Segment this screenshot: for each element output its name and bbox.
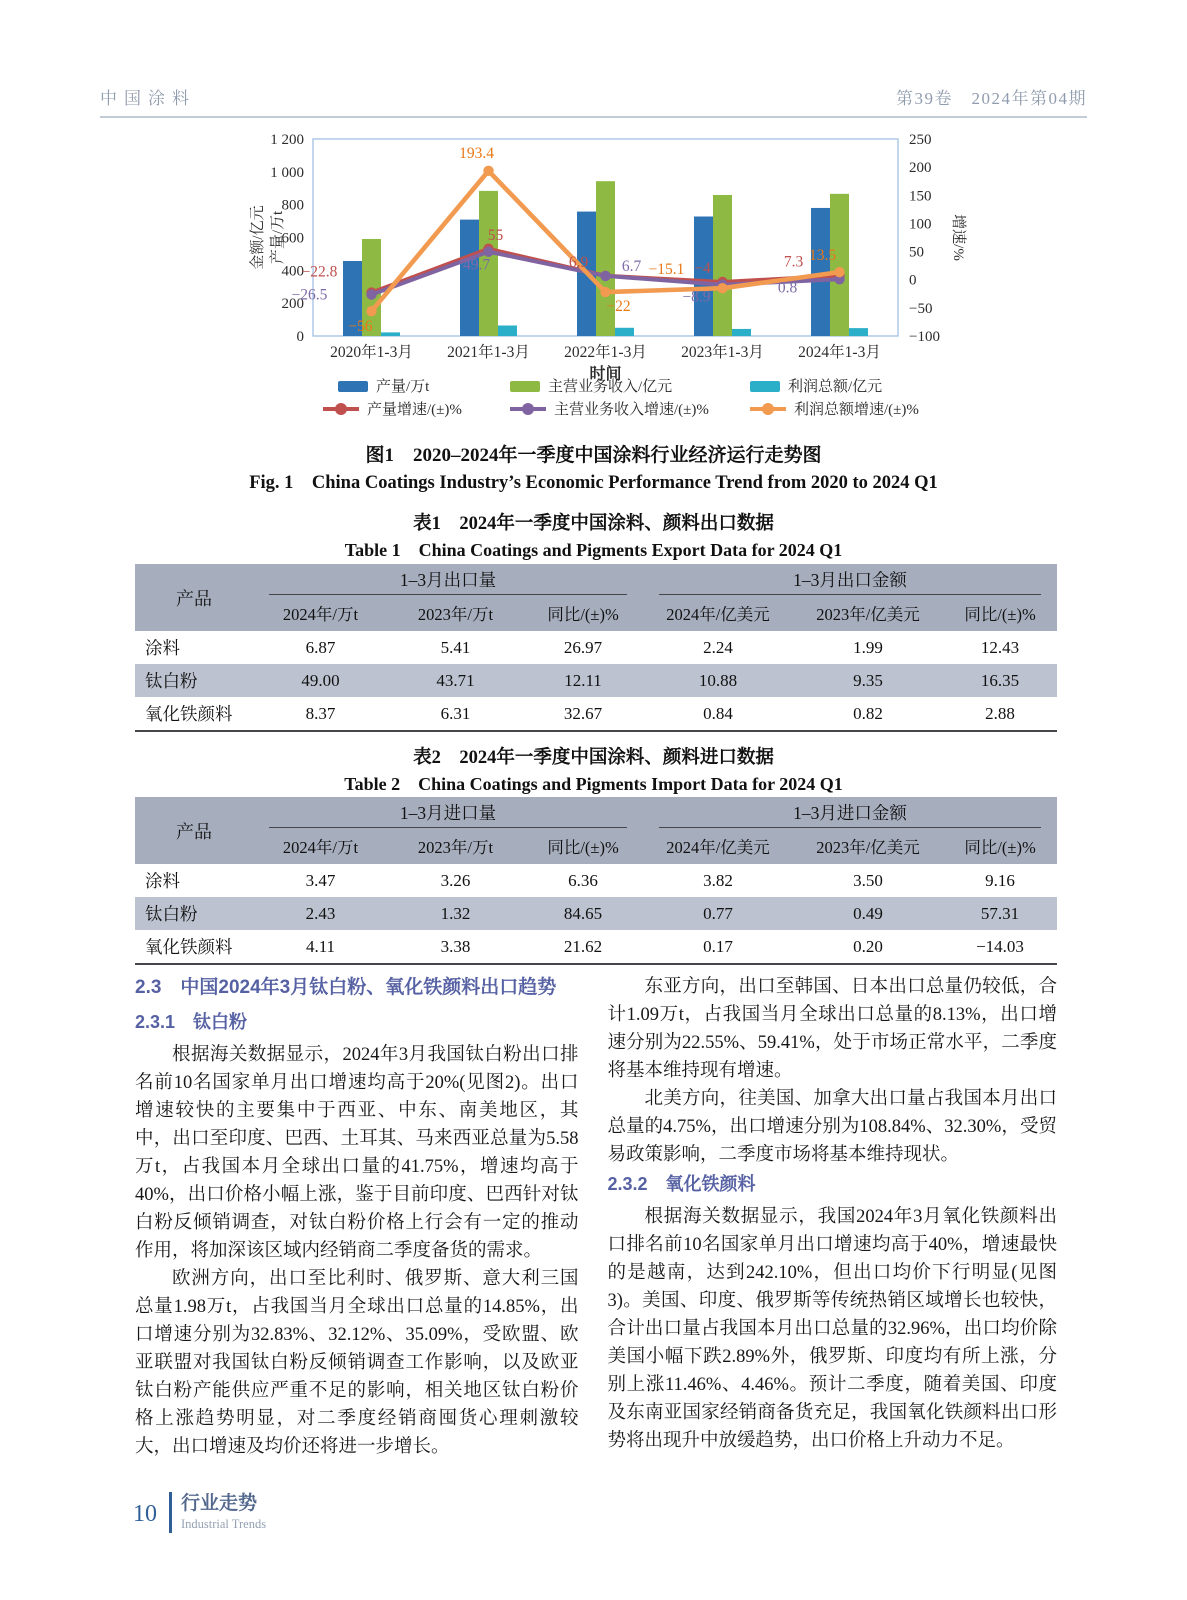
column-group-header-1: 1–3月出口量 <box>253 564 643 595</box>
marker-series3-cat3 <box>600 287 610 297</box>
bar-series3-cat1 <box>381 332 400 336</box>
column-subheader: 2023年/万t <box>388 595 523 631</box>
legend-label: 主营业务收入/亿元 <box>548 379 673 395</box>
marker-series3-cat4 <box>717 283 727 293</box>
right-axis-tick: 200 <box>909 160 932 177</box>
x-category-label: 2021年1-3月 <box>447 344 530 361</box>
paragraph: 根据海关数据显示，我国2024年3月氧化铁颜料出口排名前10名国家单月出口增速均高于40%，增速最快的是越南，达到242.10%，但出口均价下行明显(见图3)。美国、印度、俄罗斯等传统热销区域增长也较快，合计出口量占我国本月出口总量的32.96%，出口均价除美国小幅下跌2.89%外，俄罗斯、印度均有所上涨，分别上涨11.46%、4.46%。预计二季度，随着美国、印度及东南亚国家经销商备货充足，我国氧化铁颜料出口形势将出现升中放缓趋势，出口价格上升动力不足。 <box>607 1207 1057 1451</box>
left-axis-tick: 200 <box>281 296 304 313</box>
page-footer <box>133 1492 266 1533</box>
column-subheader: 2024年/万t <box>253 595 388 631</box>
paragraph: 根据海关数据显示，2024年3月我国钛白粉出口排名前10名国家单月出口增速均高于20%(见图2)。出口增速较快的主要集中于西亚、中东、南美地区，其中，出口至印度、巴西、土耳其、马来西亚总量为5.58万t，占我国本月全球出口量的41.75%，增速均高于40%，出口价格小幅上涨，鉴于目前印度、巴西针对钛白粉反倾销调查，对钛白粉价格上行会有一定的推动作用，将加深该区域内经销商二季度备货的需求。 <box>135 1045 579 1261</box>
right-axis-tick: 150 <box>909 188 932 205</box>
figure1-chart <box>238 124 978 426</box>
legend-swatch-bar3 <box>750 381 780 392</box>
table-row <box>135 631 1057 664</box>
marker-series3-cat2 <box>483 166 493 176</box>
legend-label: 利润总额/亿元 <box>788 379 883 395</box>
value-cell: 9.16 <box>985 870 1015 890</box>
left-axis-tick: 600 <box>281 230 304 247</box>
data-label-series3-cat4: −15.1 <box>648 261 685 279</box>
column-subheader: 2023年/亿美元 <box>793 828 943 864</box>
product-name-cell: 氧化铁颜料 <box>135 697 253 731</box>
value-cell: −14.03 <box>943 930 1057 964</box>
left-axis-tick: 1 200 <box>270 132 304 148</box>
table1-title-en: Table 1 China Coatings and Pigments Export Data for 2024 Q1 <box>344 540 843 560</box>
x-category-label: 2020年1-3月 <box>330 344 413 361</box>
left-axis-tick: 800 <box>281 197 304 214</box>
data-label-series2-cat5: 0.8 <box>777 279 798 297</box>
value-cell: 0.84 <box>643 697 793 731</box>
table2-import-data <box>135 797 1057 965</box>
right-axis-tick: −100 <box>909 329 940 345</box>
column-subheader: 2023年/亿美元 <box>793 595 943 631</box>
table-row <box>135 697 1057 731</box>
value-cell: 9.35 <box>853 670 883 690</box>
section-heading-2-3-2: 2.3.2 氧化铁颜料 <box>607 1174 756 1194</box>
value-cell: 3.47 <box>305 870 336 890</box>
value-cell: 4.11 <box>253 930 388 964</box>
bar-series3-cat2 <box>498 325 517 336</box>
column-name-cn: 行业走势 <box>181 1493 258 1514</box>
data-label-series2-cat2: 49.7 <box>462 256 491 274</box>
legend-swatch-marker3 <box>762 403 774 415</box>
product-name-cell: 氧化铁颜料 <box>135 930 253 964</box>
right-axis-tick: −50 <box>909 300 933 317</box>
value-cell: 8.37 <box>253 697 388 731</box>
journal-title: 中国涂料 <box>100 89 196 108</box>
marker-series3-cat1 <box>366 306 376 316</box>
value-cell: 0.49 <box>853 903 883 923</box>
legend-label: 利润总额增速/(±)% <box>794 402 919 418</box>
right-axis-tick: 50 <box>909 244 924 261</box>
value-cell: 84.65 <box>563 903 603 923</box>
figure1-caption-en: Fig. 1 China Coatings Industry’s Economic Performance Trend from 2020 to 2024 Q1 <box>249 473 938 493</box>
column-header-product: 产品 <box>135 797 253 864</box>
value-cell: 12.11 <box>564 670 602 690</box>
footer-divider <box>169 1492 172 1533</box>
value-cell: 49.00 <box>301 670 340 690</box>
value-cell: 12.43 <box>980 637 1020 657</box>
marker-series3-cat5 <box>834 267 844 277</box>
value-cell: 5.41 <box>440 637 471 657</box>
legend-label: 产量/万t <box>376 379 430 395</box>
value-cell: 21.62 <box>523 930 643 964</box>
table2-title-cn: 表2 2024年一季度中国涂料、颜料进口数据 <box>413 748 774 768</box>
value-cell: 6.87 <box>305 637 336 657</box>
legend-swatch-marker1 <box>335 403 347 415</box>
figure1-caption-cn: 图1 2020–2024年一季度中国涂料行业经济运行走势图 <box>365 445 822 466</box>
value-cell: 26.97 <box>563 637 603 657</box>
value-cell: 1.99 <box>853 637 883 657</box>
bar-series1-cat2 <box>460 220 479 336</box>
value-cell: 32.67 <box>523 697 643 731</box>
column-subheader: 2024年/亿美元 <box>643 595 793 631</box>
left-axis-tick: 1 000 <box>270 164 304 181</box>
data-label-series2-cat4: −8.9 <box>682 288 711 306</box>
right-column <box>608 973 1057 1461</box>
product-name-cell: 涂料 <box>145 638 180 658</box>
table1-export-data <box>135 564 1057 732</box>
data-label-series3-cat3: −22 <box>606 298 631 316</box>
product-name-cell: 钛白粉 <box>145 671 198 691</box>
table-row <box>135 664 1057 697</box>
value-cell: 3.82 <box>703 870 733 890</box>
data-label-series1-cat3: 6.9 <box>568 253 589 271</box>
value-cell: 57.31 <box>980 903 1020 923</box>
value-cell: 0.20 <box>793 930 943 964</box>
marker-series2-cat3 <box>600 271 610 281</box>
paragraph: 欧洲方向，出口至比利时、俄罗斯、意大利三国总量1.98万t，占我国当月全球出口总量的14.85%，出口增速分别为32.83%、32.12%、35.09%，受欧盟、欧亚联盟对我国钛白粉反倾销调查工作影响，以及欧亚钛白粉产能供应严重不足的影响，相关地区钛白粉价格上涨趋势明显，对二季度经销商囤货心理刺激较大，出口增速及均价还将进一步增长。 <box>135 1269 579 1457</box>
right-axis-tick: 0 <box>909 272 917 289</box>
paragraph: 北美方向，往美国、加拿大出口量占我国本月出口总量的4.75%，出口增速分别为108.84%、32.30%，受贸易政策影响，二季度市场将基本维持现状。 <box>607 1089 1057 1165</box>
page-header <box>100 84 1087 118</box>
value-cell: 2.43 <box>305 903 336 923</box>
column-name-en: Industrial Trends <box>181 1517 267 1531</box>
page-number: 10 <box>133 1501 157 1527</box>
legend-swatch-bar1 <box>338 381 368 392</box>
value-cell: 0.77 <box>703 903 733 923</box>
column-group-header-1: 1–3月进口量 <box>253 797 643 828</box>
body-text <box>135 973 1057 1461</box>
table1-title-cn: 表1 2024年一季度中国涂料、颜料出口数据 <box>413 514 774 534</box>
data-label-series3-cat5: 13.5 <box>808 247 837 265</box>
table-row <box>135 897 1057 930</box>
marker-series2-cat1 <box>366 289 376 299</box>
table-row <box>135 864 1057 897</box>
section-heading-2-3: 2.3 中国2024年3月钛白粉、氧化铁颜料出口趋势 <box>135 977 557 998</box>
legend-swatch-marker2 <box>522 403 534 415</box>
section-heading-2-3-1: 2.3.1 钛白粉 <box>135 1012 248 1032</box>
bar-series2-cat4 <box>713 195 732 336</box>
column-subheader: 同比/(±)% <box>943 595 1057 631</box>
left-axis-tick: 400 <box>281 263 304 280</box>
x-category-label: 2024年1-3月 <box>798 344 881 361</box>
data-label-series3-cat1: −56 <box>348 318 373 336</box>
bar-series3-cat4 <box>732 329 751 336</box>
value-cell: 6.36 <box>568 870 598 890</box>
table-row <box>135 930 1057 964</box>
bar-series2-cat5 <box>830 194 849 336</box>
value-cell: 0.82 <box>793 697 943 731</box>
data-label-series3-cat2: 193.4 <box>459 144 494 162</box>
column-subheader: 2024年/万t <box>253 828 388 864</box>
bar-series3-cat5 <box>849 328 868 336</box>
legend-label: 产量增速/(±)% <box>367 402 462 418</box>
value-cell: 10.88 <box>698 670 738 690</box>
product-name-cell: 涂料 <box>145 871 180 891</box>
left-axis-title-2: 产量/万t <box>270 210 286 265</box>
right-axis-tick: 250 <box>909 132 932 148</box>
x-category-label: 2022年1-3月 <box>564 344 647 361</box>
data-label-series1-cat2: 55 <box>487 226 504 244</box>
x-axis-title: 时间 <box>589 366 622 383</box>
value-cell: 3.26 <box>440 870 471 890</box>
x-category-label: 2023年1-3月 <box>681 344 764 361</box>
bar-series3-cat3 <box>615 328 634 336</box>
column-subheader: 同比/(±)% <box>943 828 1057 864</box>
column-group-header-2: 1–3月出口金额 <box>643 564 1057 595</box>
right-axis-title: 增速/% <box>950 214 966 261</box>
table2-title-en: Table 2 China Coatings and Pigments Import Data for 2024 Q1 <box>344 774 843 794</box>
data-label-series1-cat4: −4 <box>694 259 711 277</box>
value-cell: 2.88 <box>943 697 1057 731</box>
data-label-series2-cat3: 6.7 <box>621 257 642 275</box>
left-column <box>135 973 579 1461</box>
value-cell: 43.71 <box>436 670 475 690</box>
paragraph: 东亚方向，出口至韩国、日本出口总量仍较低，合计1.09万t，占我国当月全球出口总量的8.13%，出口增速分别为22.55%、59.41%，处于市场正常水平，二季度将基本维持现有增速。 <box>607 977 1057 1081</box>
marker-series2-cat2 <box>483 247 493 257</box>
left-axis-title-1: 金额/亿元 <box>250 205 266 270</box>
product-name-cell: 钛白粉 <box>145 904 198 924</box>
right-axis-tick: 100 <box>909 216 932 233</box>
column-subheader: 2024年/亿美元 <box>643 828 793 864</box>
left-axis-tick: 0 <box>296 329 304 345</box>
legend-label: 主营业务收入增速/(±)% <box>554 402 709 418</box>
value-cell: 6.31 <box>388 697 523 731</box>
value-cell: 1.32 <box>440 903 471 923</box>
value-cell: 3.50 <box>853 870 883 890</box>
data-label-series1-cat1: −22.8 <box>301 263 338 281</box>
data-label-series2-cat1: −26.5 <box>291 286 328 304</box>
column-header-product: 产品 <box>135 564 253 631</box>
column-subheader: 同比/(±)% <box>523 828 643 864</box>
issue-info: 第39卷 2024年第04期 <box>896 89 1087 108</box>
data-label-series1-cat5: 7.3 <box>783 253 804 271</box>
value-cell: 0.17 <box>643 930 793 964</box>
value-cell: 2.24 <box>703 637 733 657</box>
legend-swatch-bar2 <box>510 381 540 392</box>
value-cell: 3.38 <box>388 930 523 964</box>
column-group-header-2: 1–3月进口金额 <box>643 797 1057 828</box>
column-subheader: 2023年/万t <box>388 828 523 864</box>
column-subheader: 同比/(±)% <box>523 595 643 631</box>
value-cell: 16.35 <box>980 670 1020 690</box>
